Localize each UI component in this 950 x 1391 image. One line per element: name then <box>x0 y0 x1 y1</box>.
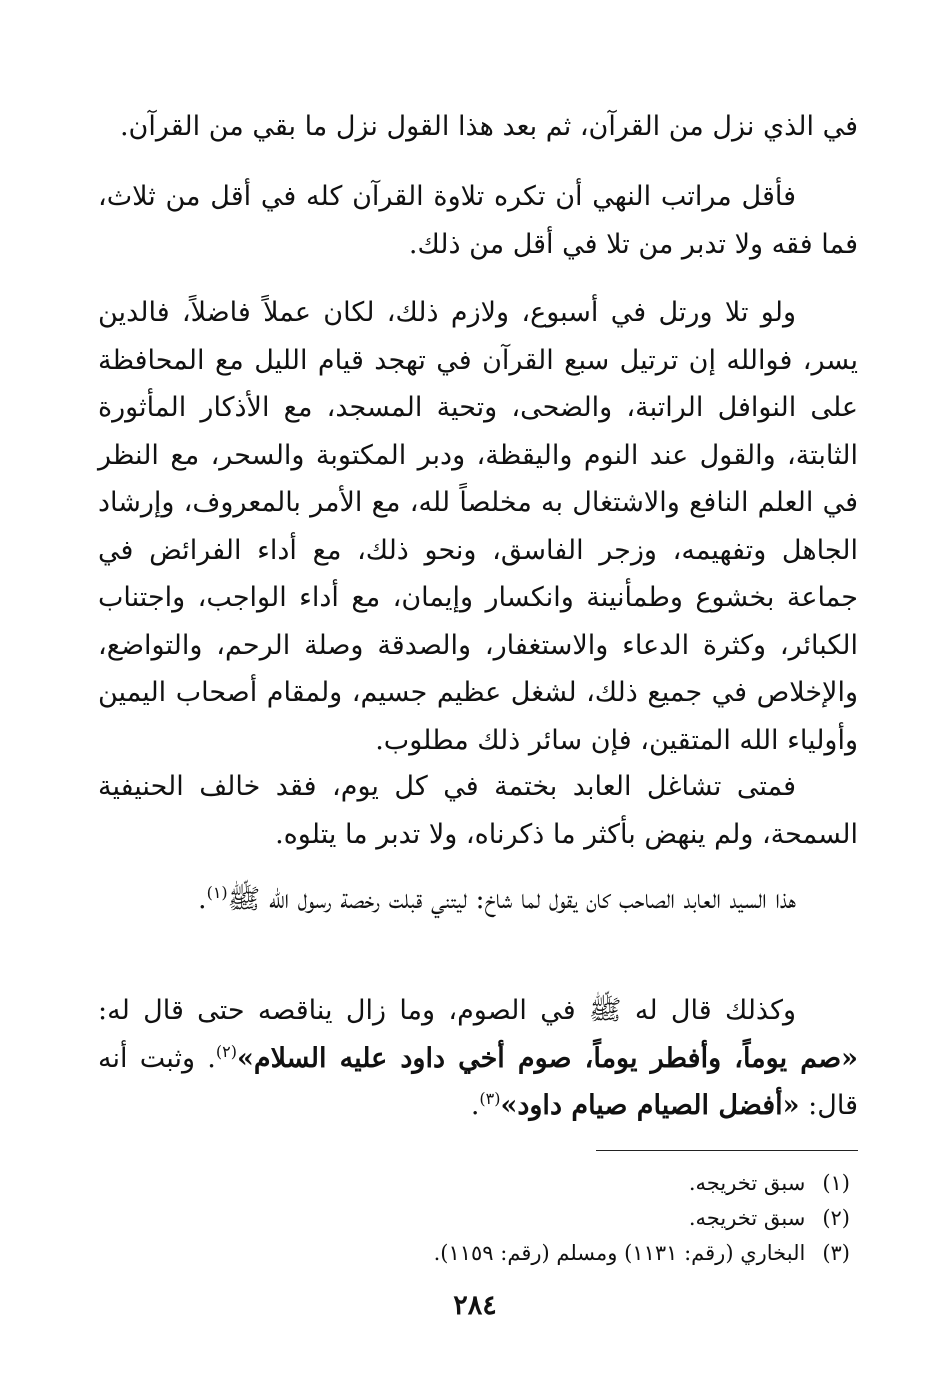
paragraph-text: ولو تلا ورتل في أسبوع، ولازم ذلك، لكان عملاً فاضلاً، فالدين يسر، فوالله إن ترتيل سبع القرآن في تهجد قيام الليل مع المحافظة على النوافل الراتبة، والضحى، وتحية المسجد، مع الأذكار المأثورة الثابتة، والقول عند النوم واليقظة، ودبر المكتوبة والسحر، مع النظر في العلم النافع والاشتغال به مخلصاً لله، مع الأمر بالمعروف، وإرشاد الجاهل وتفهيمه، وزجر الفاسق، ونحو ذلك، مع أداء الفرائض في جماعة بخشوع وطمأنينة وانكسار وإيمان، مع أداء الواجب، واجتناب الكبائر، وكثرة الدعاء والاستغفار، والصدقة وصلة الرحم، والتواضع، والإخلاص في جميع ذلك، لشغل عظيم جسيم، ولمقام أصحاب اليمين وأولياء الله المتقين، فإن سائر ذلك مطلوب. <box>98 297 859 756</box>
paragraph-body: هذا السيد العابد الصاحب كان يقول لما شاخ: ليتني قبلت رخصة رسول الله ﷺ <box>227 884 796 915</box>
footnote-text: البخاري (رقم: ١١٣١) ومسلم (رقم: ١١٥٩). <box>433 1241 806 1265</box>
paragraph-text <box>98 876 858 924</box>
footnote-item <box>110 1166 850 1201</box>
footnote-number: (١) <box>822 1171 850 1195</box>
paragraph-text: في الذي نزل من القرآن، ثم بعد هذا القول نزل ما بقي من القرآن. <box>119 111 858 142</box>
footnote-number: (٣) <box>822 1241 850 1265</box>
hadith-quote-best-fast: «أفضل الصيام صيام داود» <box>500 1090 800 1121</box>
paragraph-text: فأقل مراتب النهي أن تكره تلاوة القرآن كله في أقل من ثلاث، فما فقه ولا تدبر من تلا في أقل من ذلك. <box>98 181 858 260</box>
footnote-ref-1[interactable]: (١) <box>206 883 228 902</box>
paragraph-body-continued: . وثبت أنه قال: <box>98 1042 858 1121</box>
footnote-ref-3[interactable]: (٣) <box>479 1089 501 1108</box>
footnote-number: (٢) <box>822 1206 850 1230</box>
paragraph-prohibition-levels <box>98 173 858 268</box>
footnote-divider <box>596 1150 858 1151</box>
footnotes <box>110 1166 850 1271</box>
paragraph-end: . <box>197 884 207 915</box>
paragraph-companion-quote <box>98 876 858 924</box>
paragraph-weekly-recitation <box>98 289 858 764</box>
paragraph-body: وكذلك قال له ﷺ في الصوم، وما زال يناقصه حتى قال له: <box>98 995 796 1026</box>
paragraph-text: فمتى تشاغل العابد بختمة في كل يوم، فقد خالف الحنيفية السمحة، ولم ينهض بأكثر ما ذكرناه، ولا تدبر ما يتلوه. <box>98 771 858 850</box>
paragraph-daily-khatma <box>98 763 858 858</box>
footnote-ref-2[interactable]: (٢) <box>215 1041 237 1061</box>
footnote-item <box>110 1201 850 1236</box>
paragraph-text <box>98 987 858 1130</box>
paragraph-fasting-hadith <box>98 987 858 1130</box>
page-number: ٢٨٤ <box>453 1290 497 1321</box>
paragraph-continuation <box>98 103 858 151</box>
hadith-quote-dawud-fast: «صم يوماً، وأفطر يوماً، صوم أخي داود عليه السلام» <box>236 1042 858 1074</box>
footnote-text: سبق تخريجه. <box>688 1171 806 1195</box>
footnote-item <box>110 1236 850 1271</box>
footnote-text: سبق تخريجه. <box>688 1206 806 1230</box>
paragraph-end: . <box>470 1090 480 1121</box>
